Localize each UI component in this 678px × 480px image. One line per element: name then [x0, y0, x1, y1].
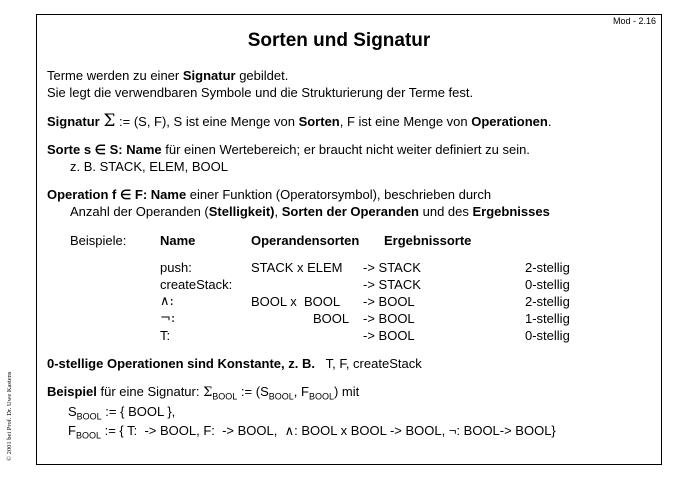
row-result: -> BOOL	[363, 311, 415, 326]
row-name: push:	[160, 260, 192, 275]
intro-line-2: Sie legt die verwendbaren Symbole und die Strukturierung der Terme fest.	[47, 85, 474, 100]
header-ergebnissorte: Ergebnissorte	[384, 233, 472, 248]
row-operands: BOOL x BOOL	[251, 294, 341, 309]
sorte-example: z. B. STACK, ELEM, BOOL	[70, 159, 228, 174]
examples-label: Beispiele:	[70, 233, 127, 248]
row-name: T:	[160, 328, 171, 343]
row-arity: 0-stellig	[525, 328, 570, 343]
row-result: -> STACK	[363, 260, 421, 275]
row-name: createStack:	[160, 277, 233, 292]
row-result: -> BOOL	[363, 294, 415, 309]
row-result: -> STACK	[363, 277, 421, 292]
slide-title: Sorten und Signatur	[247, 30, 431, 51]
header-name: Name	[160, 233, 196, 248]
signatur-definition: Signatur Σ := (S, F), S ist eine Menge von Sorten, F ist eine Menge von Operationen.	[47, 111, 552, 131]
row-arity: 0-stellig	[525, 277, 570, 292]
row-arity: 2-stellig	[525, 260, 570, 275]
operation-details: Anzahl der Operanden (Stelligkeit), Sorten der Operanden und des Ergebnisses	[70, 204, 550, 219]
beispiel-f-line: $F_{BOOL}$ := { T: -> BOOL, F: -> BOOL, ∧: BOOL x BOOL -> BOOL, ¬: BOOL-> BOOL}	[68, 423, 556, 441]
sorte-definition: Sorte s ∈ S: Name für einen Wertebereich; er braucht nicht weiter definiert zu sein.	[47, 142, 530, 157]
row-name: ¬:	[160, 311, 176, 326]
row-operands: BOOL	[313, 311, 350, 326]
beispiel-line: Beispiel für eine Signatur: $\Sigma_{BOOL}$ := ($S_{BOOL}$, $F_{BOOL}$) mit	[47, 384, 360, 402]
header-operandensorten: Operandensorten	[251, 233, 360, 248]
beispiel-s-line: $S_{BOOL}$ := { BOOL },	[68, 404, 176, 422]
row-result: -> BOOL	[363, 328, 415, 343]
row-operands: STACK x ELEM	[251, 260, 343, 275]
operation-definition: Operation f ∈ F: Name einer Funktion (Operatorsymbol), beschrieben durch	[47, 187, 492, 202]
constants-line: 0-stellige Operationen sind Konstante, z. B. T, F, createStack	[47, 356, 422, 371]
copyright-notice: © 2001 bei Prof. Dr. Uwe Kastens	[6, 371, 13, 461]
intro-line-1: Terme werden zu einer Signatur gebildet.	[47, 68, 289, 83]
slide-number: Mod - 2.16	[612, 16, 656, 26]
row-arity: 1-stellig	[525, 311, 570, 326]
row-arity: 2-stellig	[525, 294, 570, 309]
row-name: ∧:	[160, 294, 174, 309]
